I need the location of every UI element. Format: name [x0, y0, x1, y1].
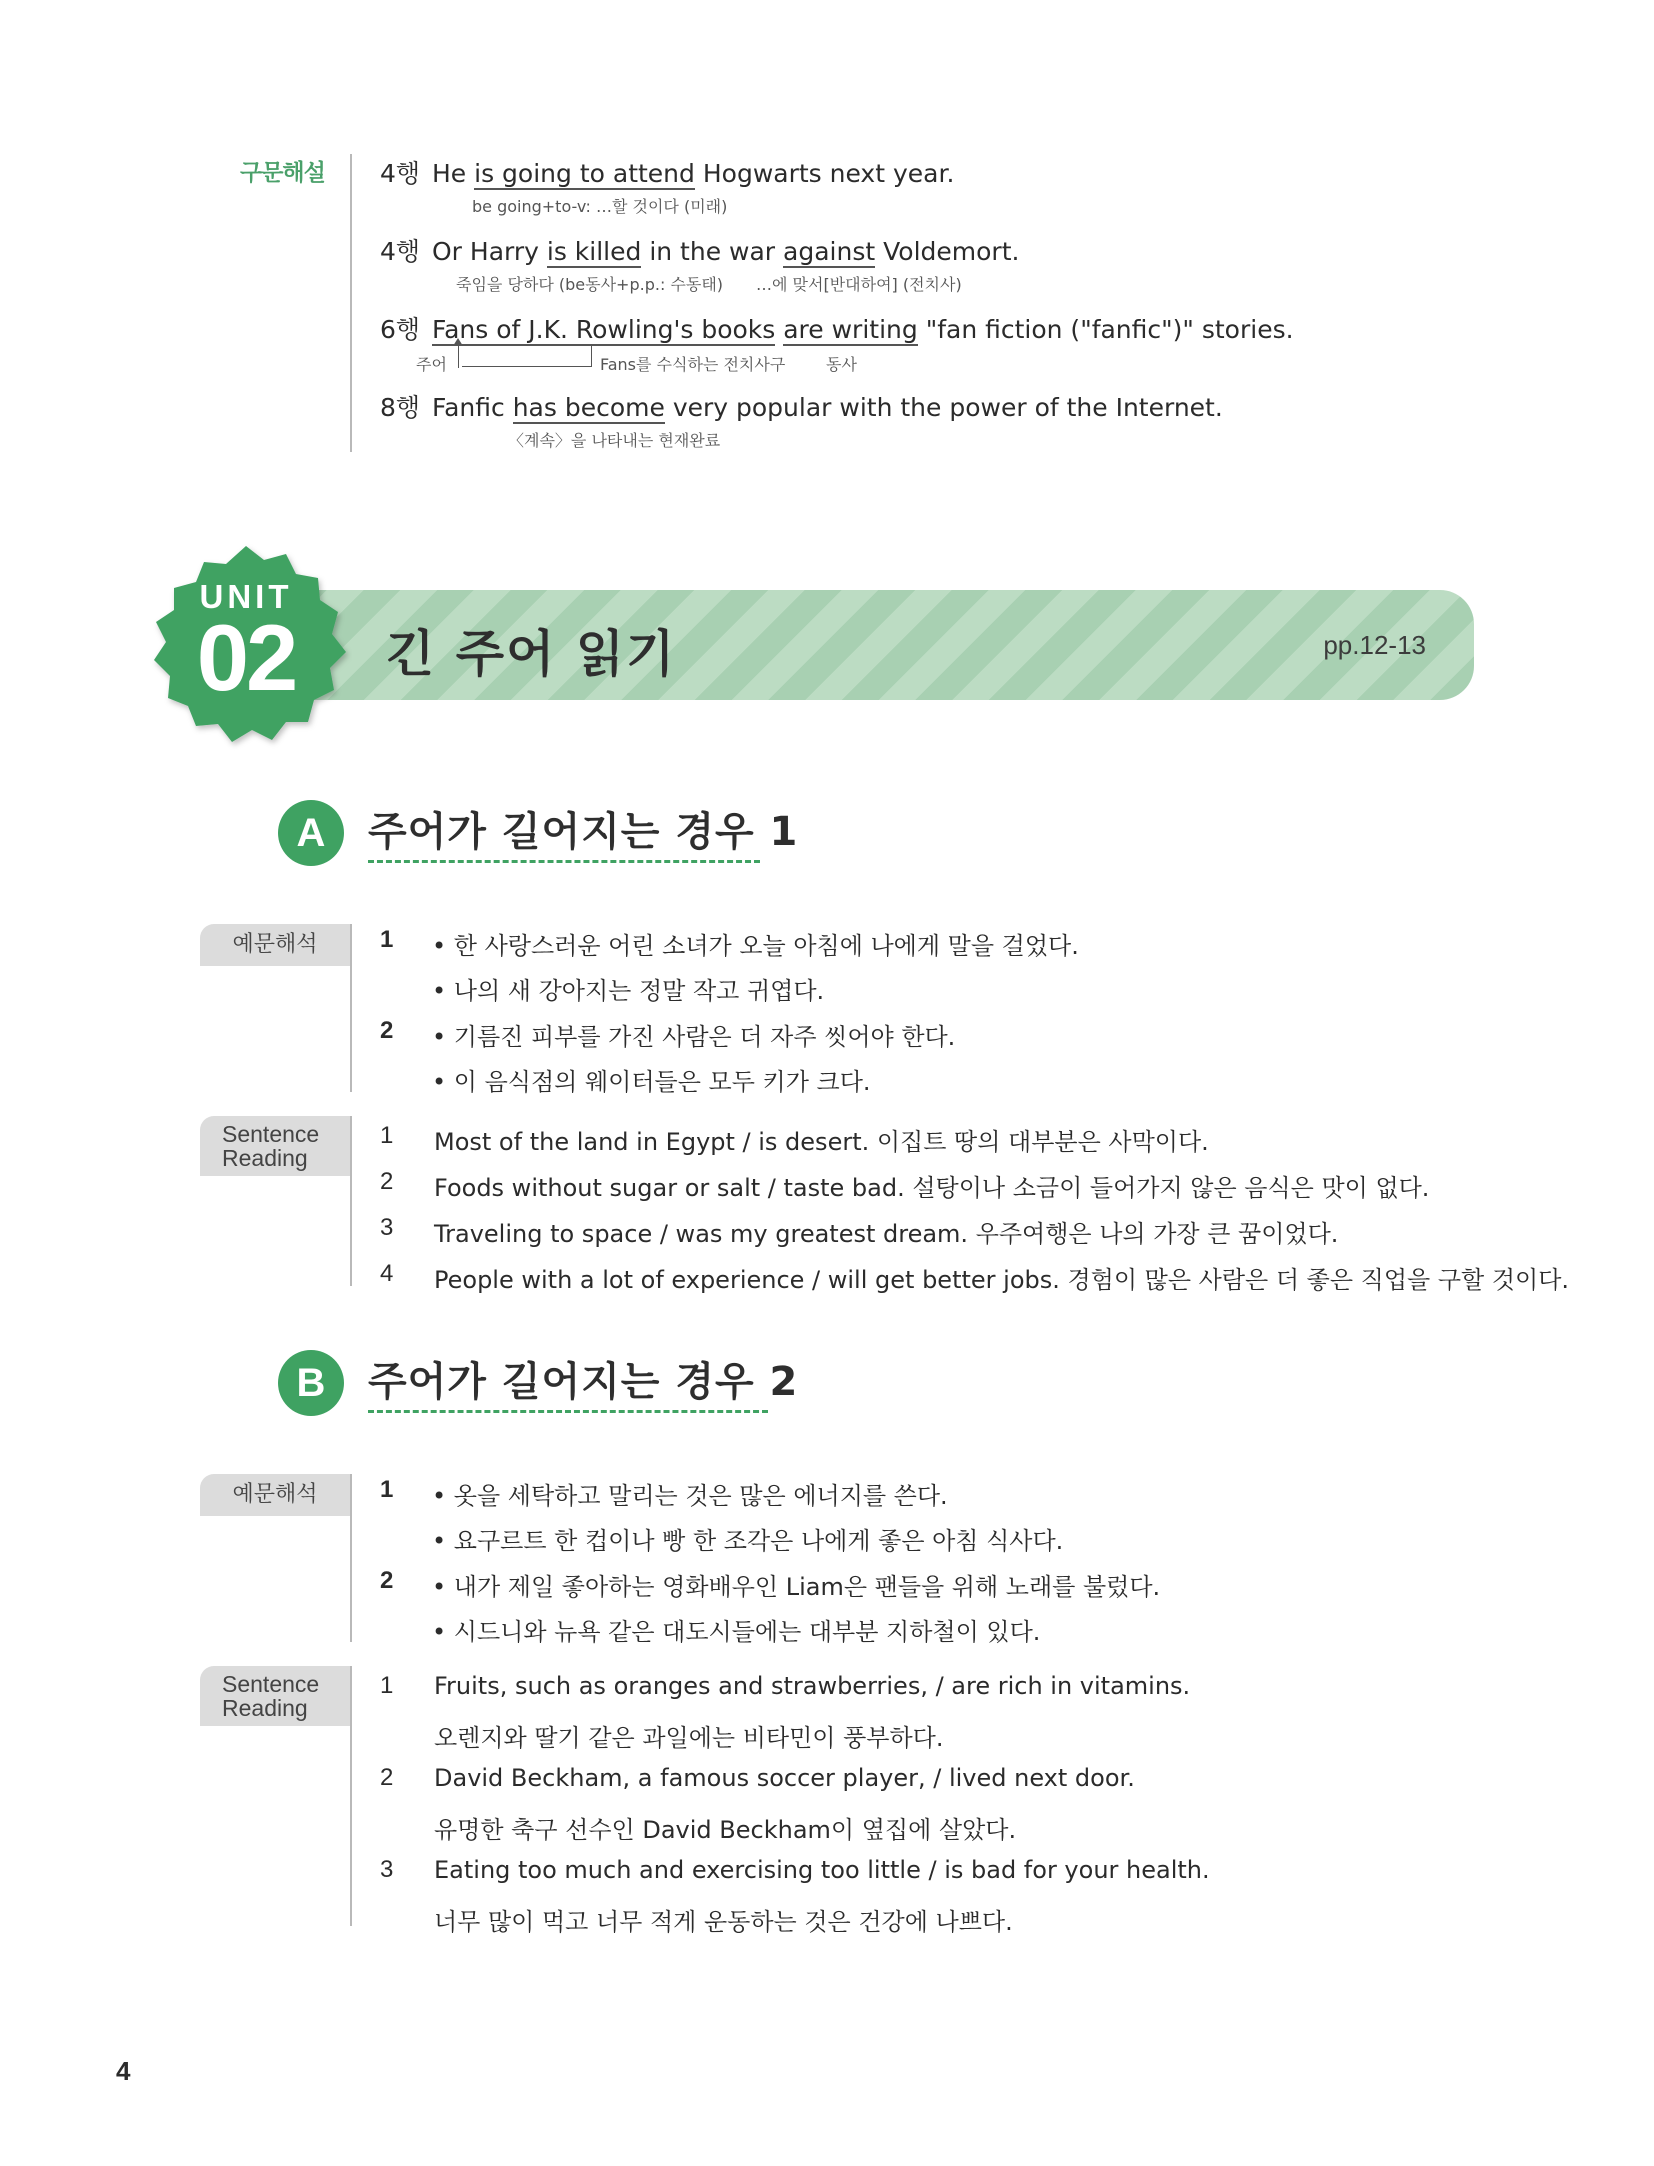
sentence-line: Fruits, such as oranges and strawberries, / are rich in vitamins.: [434, 1672, 1191, 1700]
syntax-note: 죽임을 당하다 (be동사+p.p.: 수동태): [456, 275, 724, 294]
section-b-title: 주어가 길어지는 경우 2: [368, 1359, 799, 1405]
syntax-text: "fan fiction ("fanfic")" stories.: [917, 315, 1294, 344]
translation-line: • 시드니와 뉴욕 같은 대도시들에는 대부분 지하철이 있다.: [432, 1618, 1041, 1646]
item-number: 2: [380, 1017, 394, 1044]
item-number: 1: [380, 1476, 394, 1503]
syntax-text: Or Harry: [432, 237, 547, 266]
translation-line: 유명한 축구 선수인 David Beckham이 옆집에 살았다.: [434, 1816, 1017, 1844]
syntax-text: in the war: [641, 237, 784, 266]
syntax-line-3: [380, 310, 1294, 346]
item-number: 4: [380, 1260, 394, 1287]
section-divider: [350, 1474, 352, 1642]
section-a-title: 주어가 길어지는 경우 1: [368, 809, 799, 855]
sentence-line: People with a lot of experience / will get better jobs. 경험이 많은 사람은 더 좋은 직업을 구할 것이다.: [434, 1266, 1570, 1294]
line-ref: 8행: [380, 393, 421, 422]
syntax-note: 동사: [826, 355, 857, 374]
translation-line: 오렌지와 딸기 같은 과일에는 비타민이 풍부하다.: [434, 1724, 944, 1752]
syntax-label: 구문해설: [240, 160, 325, 186]
item-number: 2: [380, 1764, 394, 1791]
section-a-underline: [368, 860, 760, 863]
sentence-reading-label-line1: Sentence: [222, 1671, 320, 1697]
translation-line: 너무 많이 먹고 너무 적게 운동하는 것은 건강에 나쁘다.: [434, 1908, 1013, 1936]
yemun-label: 예문해석: [200, 1474, 350, 1516]
sentence-reading-label-line1: Sentence: [222, 1121, 320, 1147]
unit-title: 긴 주어 읽기: [386, 625, 677, 683]
line-ref: 6행: [380, 315, 421, 344]
sentence-reading-label-line2: Reading: [222, 1145, 308, 1171]
syntax-note: 〈계속〉을 나타내는 현재완료: [508, 431, 721, 450]
sentence-line: Eating too much and exercising too little / is bad for your health.: [434, 1856, 1210, 1884]
syntax-underlined: Fans: [432, 315, 489, 344]
section-a-badge: A: [278, 800, 344, 866]
sentence-line: Most of the land in Egypt / is desert. 이집트 땅의 대부분은 사막이다.: [434, 1128, 1209, 1156]
syntax-divider: [350, 154, 352, 452]
sentence-line: Foods without sugar or salt / taste bad. 설탕이나 소금이 들어가지 않은 음식은 맛이 없다.: [434, 1174, 1430, 1202]
syntax-note: …에 맞서[반대하여] (전치사): [756, 275, 962, 294]
unit-number: 02: [196, 605, 296, 710]
item-number: 2: [380, 1168, 394, 1195]
line-ref: 4행: [380, 237, 421, 266]
syntax-underlined: is killed: [546, 237, 642, 266]
item-number: 1: [380, 926, 394, 953]
sentence-reading-label-line2: Reading: [222, 1695, 308, 1721]
section-divider: [350, 1116, 352, 1286]
syntax-text: Fanfic: [432, 393, 513, 422]
item-number: 3: [380, 1214, 394, 1241]
line-ref: 4행: [380, 159, 421, 188]
translation-line: • 한 사랑스러운 어린 소녀가 오늘 아침에 나에게 말을 걸었다.: [432, 932, 1079, 960]
syntax-underlined: are writing: [783, 315, 918, 344]
translation-line: • 요구르트 한 컵이나 빵 한 조각은 나에게 좋은 아침 식사다.: [432, 1527, 1064, 1555]
syntax-underlined: is going to attend: [474, 159, 695, 188]
sentence-reading-label: [200, 1666, 350, 1726]
item-number: 3: [380, 1856, 394, 1883]
unit-pages: pp.12-13: [1323, 630, 1426, 660]
syntax-text: very popular with the power of the Internet.: [664, 393, 1223, 422]
syntax-line-2: [380, 232, 1019, 268]
syntax-note: 주어: [416, 355, 447, 374]
item-number: 1: [380, 1672, 394, 1699]
section-b-underline: [368, 1410, 768, 1413]
translation-line: • 내가 제일 좋아하는 영화배우인 Liam은 팬들을 위해 노래를 불렀다.: [432, 1573, 1161, 1601]
syntax-note: Fans를 수식하는 전치사구: [600, 355, 786, 374]
sentence-line: David Beckham, a famous soccer player, / lived next door.: [434, 1764, 1135, 1792]
syntax-text: Hogwarts next year.: [694, 159, 955, 188]
item-number: 1: [380, 1122, 394, 1149]
section-divider: [350, 1666, 352, 1926]
page-number: 4: [116, 2056, 131, 2086]
translation-line: • 이 음식점의 웨이터들은 모두 키가 크다.: [432, 1068, 871, 1096]
syntax-line-1: [380, 154, 954, 190]
syntax-underlined: has become: [512, 393, 665, 422]
section-b-badge: B: [278, 1350, 344, 1416]
translation-line: • 옷을 세탁하고 말리는 것은 많은 에너지를 쓴다.: [432, 1482, 948, 1510]
item-number: 2: [380, 1567, 394, 1594]
syntax-note: be going+to-v: …할 것이다 (미래): [472, 197, 728, 216]
sentence-reading-label: [200, 1116, 350, 1176]
section-divider: [350, 924, 352, 1092]
sentence-line: Traveling to space / was my greatest dream. 우주여행은 나의 가장 큰 꿈이었다.: [434, 1220, 1339, 1248]
syntax-underlined: against: [783, 237, 876, 266]
syntax-text: He: [432, 159, 475, 188]
translation-line: • 나의 새 강아지는 정말 작고 귀엽다.: [432, 977, 825, 1005]
syntax-underlined: of J.K. Rowling's books: [488, 315, 776, 344]
yemun-label: 예문해석: [200, 924, 350, 966]
translation-line: • 기름진 피부를 가진 사람은 더 자주 씻어야 한다.: [432, 1023, 956, 1051]
syntax-text: Voldemort.: [875, 237, 1020, 266]
syntax-line-4: [380, 388, 1223, 424]
unit-label: UNIT: [199, 578, 293, 615]
bracket-line: [462, 346, 592, 367]
